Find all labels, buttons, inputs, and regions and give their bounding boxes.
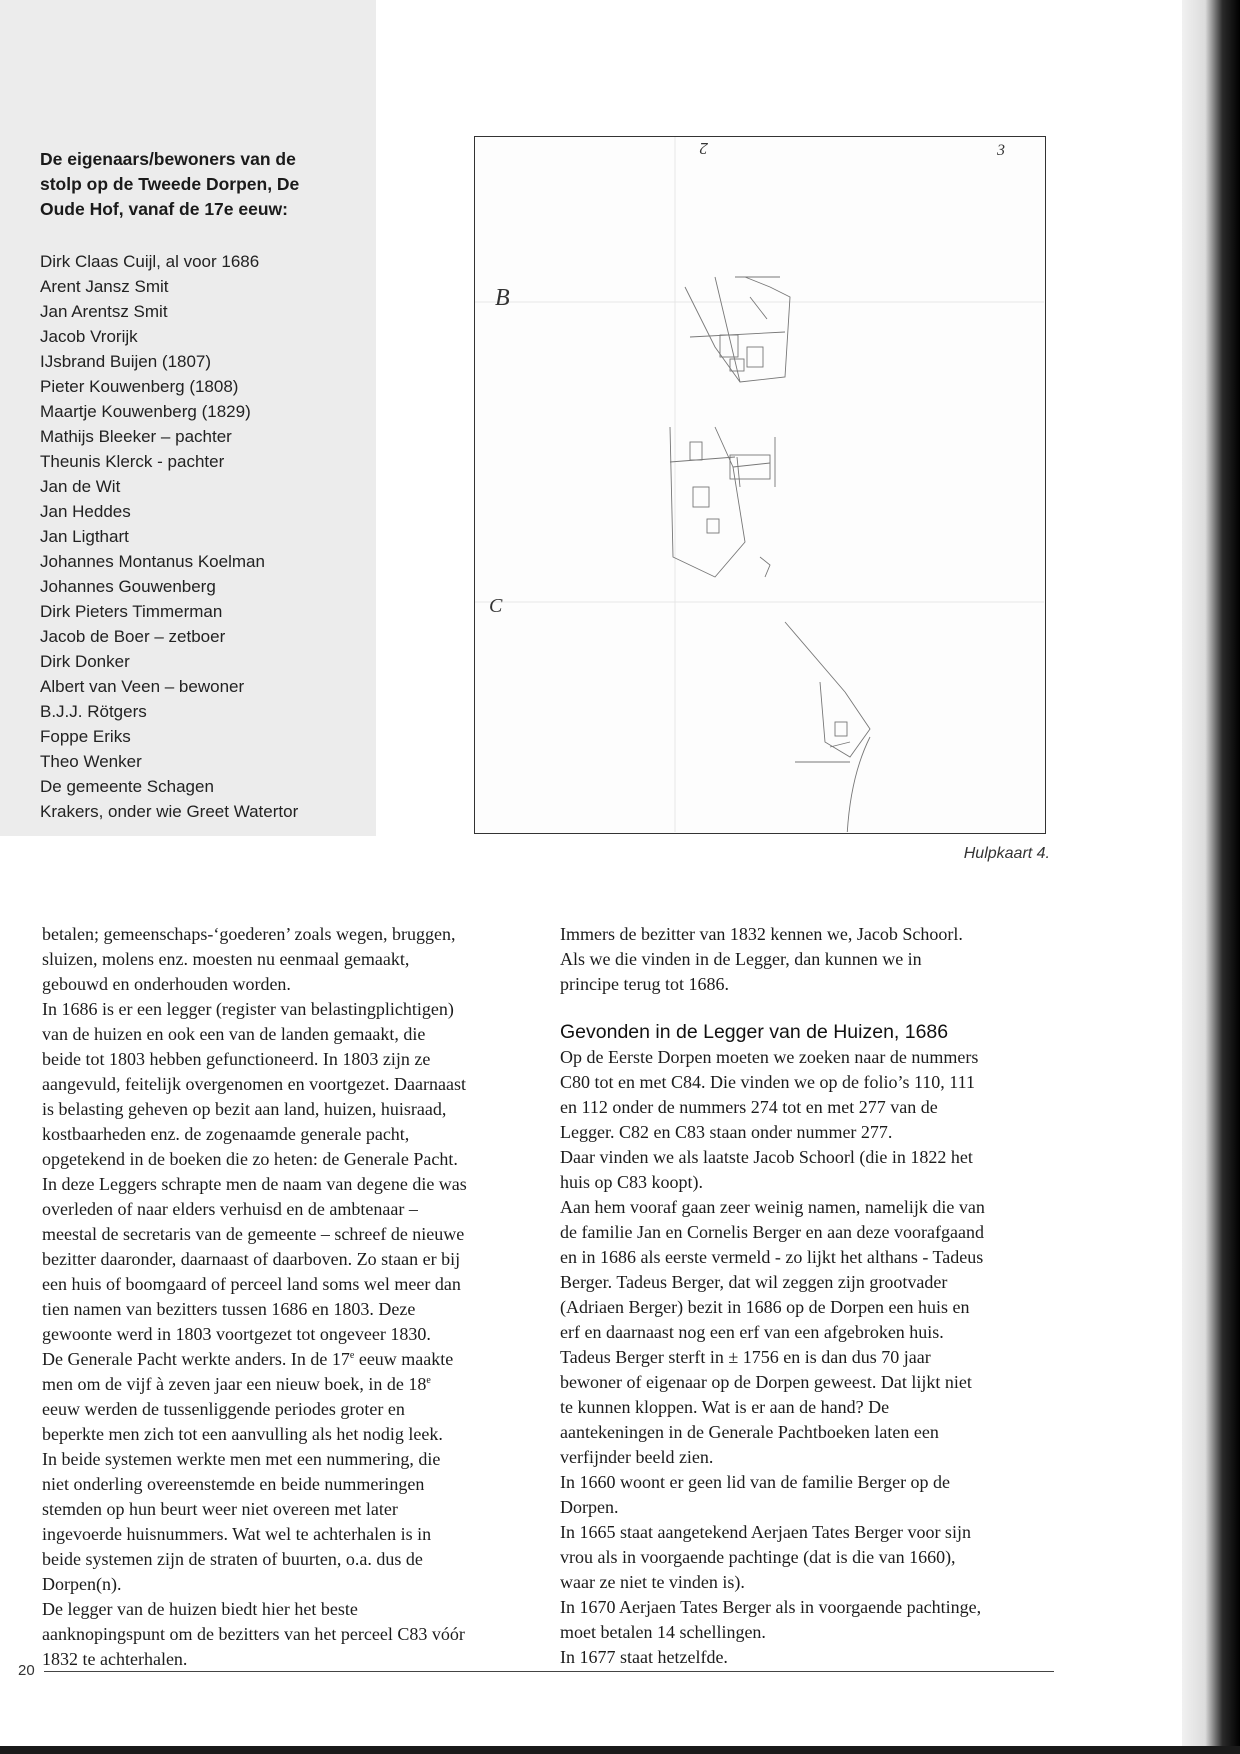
- owner-list-item: Jacob Vrorijk: [40, 327, 138, 346]
- owner-list-item: Theunis Klerck - pachter: [40, 452, 225, 471]
- owner-list-item: Maartje Kouwenberg (1829): [40, 402, 251, 421]
- paragraph: In 1677 staat hetzelfde.: [560, 1647, 728, 1667]
- owner-list-item: Dirk Claas Cuijl, al voor 1686: [40, 252, 260, 271]
- page-scan-edge: [1182, 0, 1240, 1754]
- owner-list-item: Jan de Wit: [40, 477, 121, 496]
- page-number: 20: [18, 1662, 35, 1679]
- owner-list-item: Jan Heddes: [40, 502, 131, 521]
- owner-list-item: Albert van Veen – bewoner: [40, 677, 245, 696]
- map-drawing: [475, 137, 1044, 832]
- right-text-column: [560, 922, 985, 1670]
- parcels-south: [785, 622, 870, 832]
- owner-list-item: Pieter Kouwenberg (1808): [40, 377, 239, 396]
- paragraph: Aan hem vooraf gaan zeer weinig namen, namelijk die van de familie Jan en Cornelis Berger en aan deze voorafgaand en in 1686 als eerste vermeld - zo lijkt het althans - Tadeus Berger. Tadeus Berger, dat wil zeggen zijn grootvader (Adriaen Berger) bezit in 1686 op de Dorpen een huis en erf en daarnaast nog een erf van een afgebroken huis. Tadeus Berger sterft in ± 1756 en is dan dus 70 jaar bewoner of eigenaar op de Dorpen geweest. Dat lijkt niet te kunnen kloppen. Wat is er aan de hand? De aantekeningen in de Generale Pachtboeken laten een verfijnder beeld zien.: [560, 1197, 985, 1467]
- owner-list-item: Johannes Gouwenberg: [40, 577, 216, 596]
- sidebar-heading: De eigenaars/bewoners van de stolp op de Tweede Dorpen, De Oude Hof, vanaf de 17e eeuw:: [40, 149, 300, 219]
- owner-list-item: Mathijs Bleeker – pachter: [40, 427, 232, 446]
- owner-list-item: B.J.J. Rötgers: [40, 702, 147, 721]
- owner-list-item: Jacob de Boer – zetboer: [40, 627, 226, 646]
- paragraph: Op de Eerste Dorpen moeten we zoeken naar de nummers C80 tot en met C84. Die vinden we op de folio’s 110, 111 en 112 onder de nummers 274 tot en met 277 van de Legger. C82 en C83 staan onder nummer 277.: [560, 1047, 979, 1142]
- map-mark-b: B: [495, 285, 510, 311]
- paragraph: In beide systemen werkte men met een nummering, die niet onderling overeenstemde en beide nummeringen stemden op hun beurt weer niet overeen met later ingevoerde huisnummers. Wat wel te achterhalen is in beide systemen zijn de straten of buurten, o.a. dus de Dorpen(n).: [42, 1449, 441, 1594]
- owner-list-item: De gemeente Schagen: [40, 777, 214, 796]
- paragraph: De legger van de huizen biedt hier het beste aanknopingspunt om de bezitters van het perceel C83 vóór 1832 te achterhalen.: [42, 1599, 465, 1669]
- parcels-north: [685, 277, 790, 382]
- owner-list-item: IJsbrand Buijen (1807): [40, 352, 212, 371]
- page-scan-bottom-edge: [0, 1746, 1240, 1754]
- footer-rule: [44, 1671, 1054, 1672]
- map-mark-3: 3: [997, 142, 1005, 159]
- map-mark-2: 2: [699, 139, 708, 158]
- paragraph: Immers de bezitter van 1832 kennen we, Jacob Schoorl. Als we die vinden in de Legger, dan kunnen we in principe terug tot 1686.: [560, 924, 963, 994]
- owner-list-item: Foppe Eriks: [40, 727, 131, 746]
- owners-list: [40, 249, 298, 824]
- owner-list-item: Theo Wenker: [40, 752, 142, 771]
- parcels-middle: [670, 427, 775, 577]
- paragraph: In 1665 staat aangetekend Aerjaen Tates Berger voor sijn vrou als in voorgaende pachtinge (dat is die van 1660), waar ze niet te vinden is).: [560, 1522, 971, 1592]
- owners-sidebar: [0, 0, 376, 836]
- owner-list-item: Johannes Montanus Koelman: [40, 552, 265, 571]
- paragraph: De Generale Pacht werkte anders. In de 17e eeuw maakte men om de vijf à zeven jaar een nieuw boek, in de 18e eeuw werden de tussenliggende periodes groter en beperkte men zich tot een aanvulling als het nodig leek.: [42, 1349, 454, 1444]
- owner-list-item: Arent Jansz Smit: [40, 277, 169, 296]
- owner-list-item: Jan Arentsz Smit: [40, 302, 168, 321]
- owner-list-item: Dirk Pieters Timmerman: [40, 602, 223, 621]
- left-text-column: [42, 922, 467, 1672]
- owner-list-item: Jan Ligthart: [40, 527, 129, 546]
- map-caption: Hulpkaart 4.: [963, 845, 1050, 862]
- paragraph: In 1670 Aerjaen Tates Berger als in voorgaende pachtinge, moet betalen 14 schellingen.: [560, 1597, 982, 1642]
- paragraph: In 1686 is er een legger (register van belastingplichtigen) van de huizen en ook een van de landen gemaakt, die beide tot 1803 hebben gefunctioneerd. In 1803 zijn ze aangevuld, feitelijk overgenomen en voortgezet. Daarnaast is belasting geheven op bezit aan land, huizen, huisraad, kostbaarheden enz. de zogenaamde generale pacht, opgetekend in de boeken die zo heten: de Generale Pacht.: [42, 999, 466, 1169]
- paragraph: In 1660 woont er geen lid van de familie Berger op de Dorpen.: [560, 1472, 951, 1517]
- owner-list-item: Dirk Donker: [40, 652, 130, 671]
- section-heading: Gevonden in de Legger van de Huizen, 1686: [560, 1021, 949, 1043]
- paragraph: betalen; gemeenschaps-‘goederen’ zoals wegen, bruggen, sluizen, molens enz. moesten nu eenmaal gemaakt, gebouwd en onderhouden worden.: [42, 924, 456, 994]
- paragraph: Daar vinden we als laatste Jacob Schoorl (die in 1822 het huis op C83 koopt).: [560, 1147, 973, 1192]
- map-mark-c: C: [489, 595, 503, 617]
- paragraph: In deze Leggers schrapte men de naam van degene die was overleden of naar elders verhuisd en de ambtenaar – meestal de secretaris van de gemeente – schreef de nieuwe bezitter daaronder, daarnaast of daarboven. Zo staan er bij een huis of boomgaard of perceel land soms wel meer dan tien namen van bezitters tussen 1686 en 1803. Deze gewoonte werd in 1803 voortgezet tot ongeveer 1830.: [42, 1174, 467, 1344]
- owner-list-item: Krakers, onder wie Greet Watertor: [40, 802, 299, 821]
- help-map: [474, 136, 1046, 834]
